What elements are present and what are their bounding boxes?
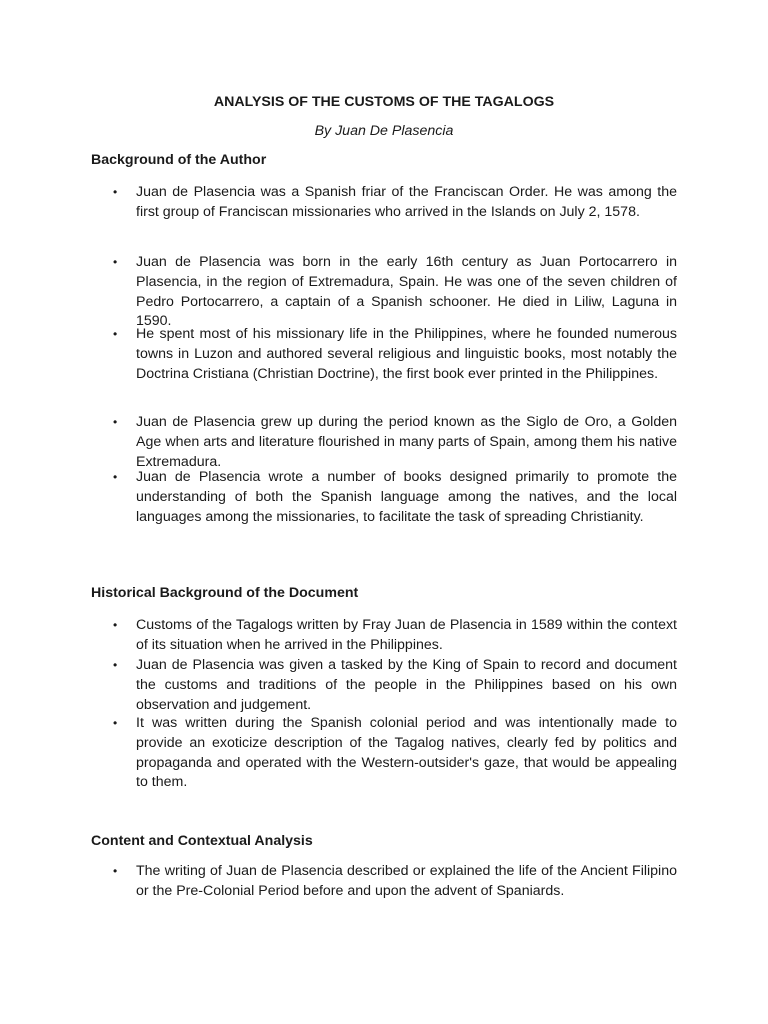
document-author: By Juan De Plasencia bbox=[314, 123, 454, 139]
section-heading-content-analysis: Content and Contextual Analysis bbox=[91, 833, 313, 849]
bullet-icon: • bbox=[113, 415, 118, 429]
bullet-icon: • bbox=[113, 327, 118, 341]
document-title: ANALYSIS OF THE CUSTOMS OF THE TAGALOGS bbox=[213, 94, 555, 110]
bullet-icon: • bbox=[113, 716, 118, 730]
list-item-text: The writing of Juan de Plasencia described or explained the life of the Ancient Filipino or the Pre-Colonial Period before and upon the advent of Spaniards. bbox=[136, 863, 677, 899]
list-item-text: Juan de Plasencia wrote a number of books designed primarily to promote the understanding of both the Spanish language among the natives, and the local languages among the missionaries, to facilitate the task of spreading Christianity. bbox=[136, 469, 677, 525]
list-item-text: It was written during the Spanish colonial period and was intentionally made to provide an exoticize description of the Tagalog natives, clearly fed by politics and propaganda and operated with the Western-outsider's gaze, that would be appealing to them. bbox=[136, 715, 677, 791]
bullet-icon: • bbox=[113, 255, 118, 269]
list-item-text: Juan de Plasencia was a Spanish friar of the Franciscan Order. He was among the first group of Franciscan missionaries who arrived in the Islands on July 2, 1578. bbox=[136, 184, 677, 220]
bullet-icon: • bbox=[113, 658, 118, 672]
list-item-text: Juan de Plasencia grew up during the period known as the Siglo de Oro, a Golden Age when arts and literature flourished in many parts of Spain, among them his native Extremadura. bbox=[136, 414, 677, 470]
section-heading-historical-background: Historical Background of the Document bbox=[91, 585, 359, 601]
list-item-text: He spent most of his missionary life in the Philippines, where he founded numerous towns in Luzon and authored several religious and linguistic books, most notably the Doctrina Cristiana (Christian Doctrine), the first book ever printed in the Philippines. bbox=[136, 326, 677, 382]
list-item-text: Juan de Plasencia was born in the early 16th century as Juan Portocarrero in Plasencia, in the region of Extremadura, Spain. He was one of the seven children of Pedro Portocarrero, a captain of a Spanish schooner. He died in Liliw, Laguna in 1590. bbox=[136, 254, 677, 330]
section-heading-background-author: Background of the Author bbox=[91, 152, 267, 168]
list-item-text: Customs of the Tagalogs written by Fray Juan de Plasencia in 1589 within the context of its situation when he arrived in the Philippines. bbox=[136, 617, 677, 653]
bullet-icon: • bbox=[113, 185, 118, 199]
bullet-icon: • bbox=[113, 470, 118, 484]
bullet-icon: • bbox=[113, 618, 118, 632]
bullet-icon: • bbox=[113, 864, 118, 878]
list-item-text: Juan de Plasencia was given a tasked by the King of Spain to record and document the customs and traditions of the people in the Philippines based on his own observation and judgement. bbox=[136, 657, 677, 713]
